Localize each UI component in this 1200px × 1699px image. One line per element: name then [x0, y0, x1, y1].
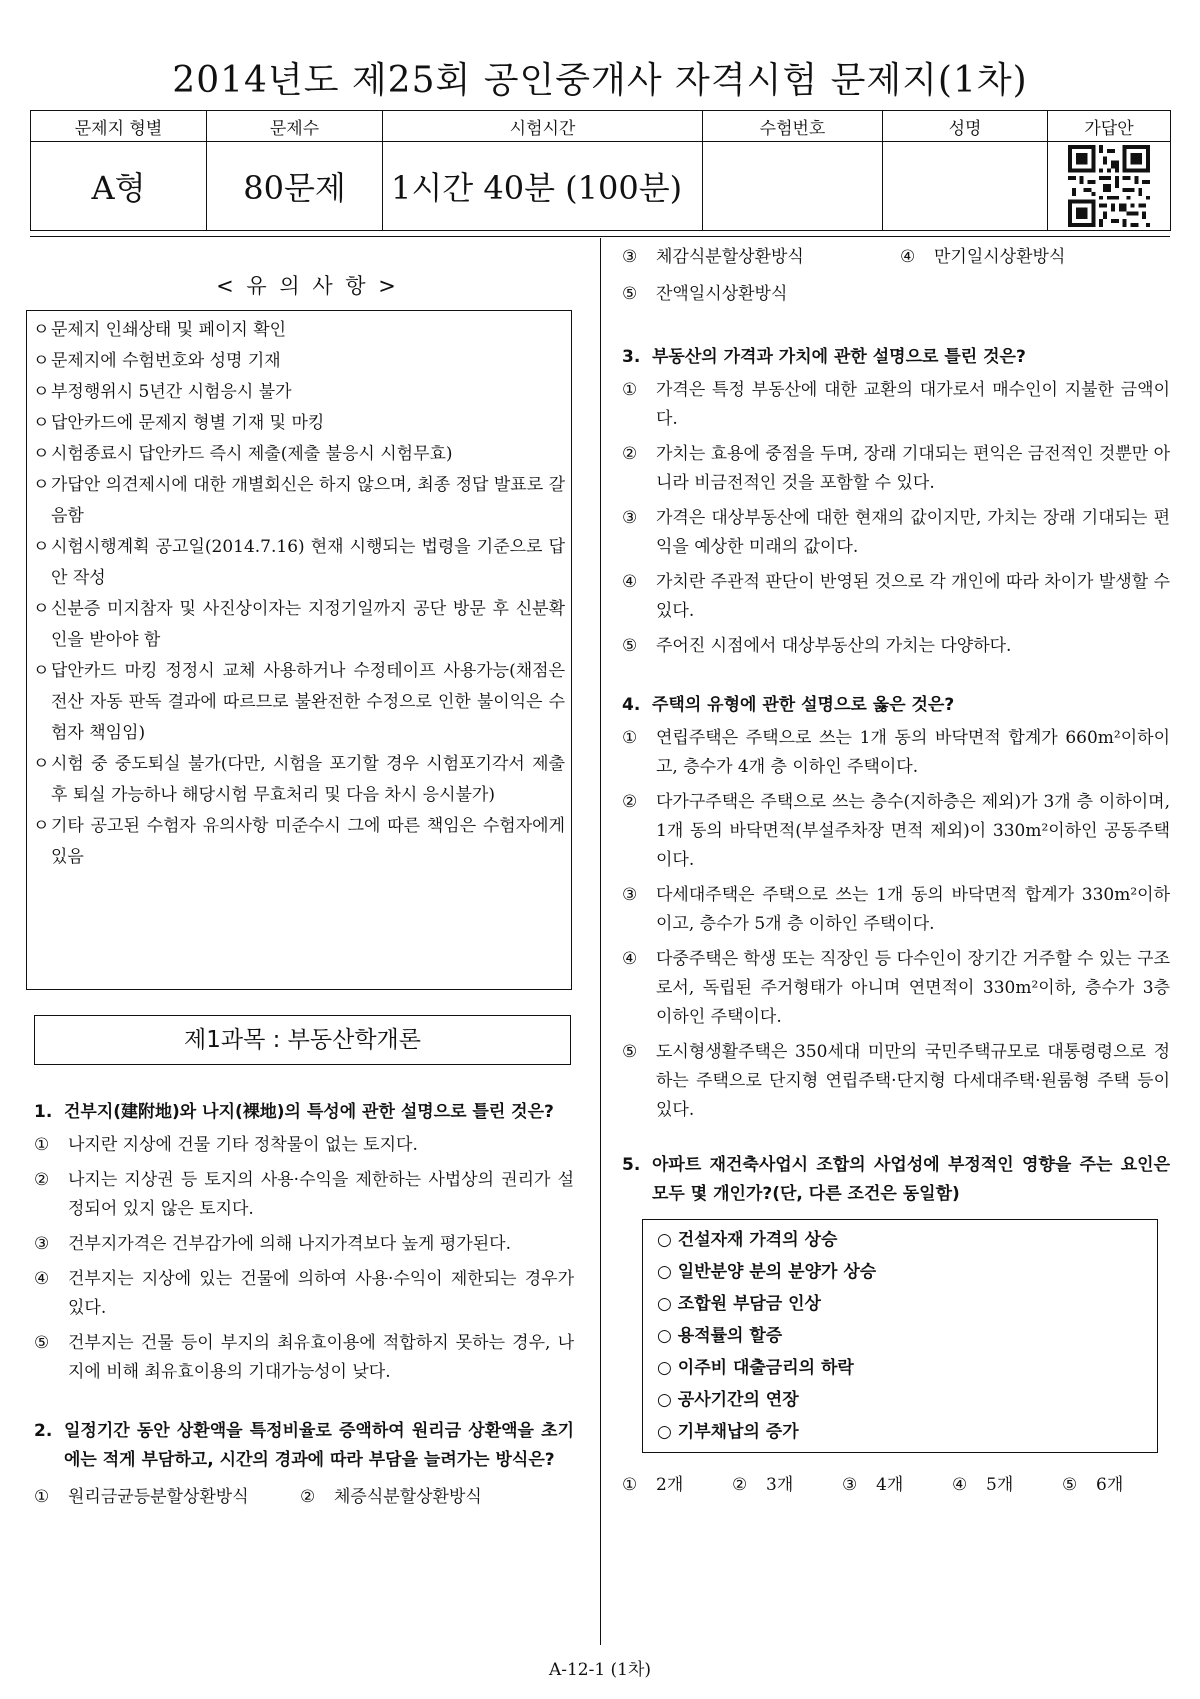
- notes-box: [26, 310, 572, 990]
- exam-info-table: [30, 110, 1171, 231]
- question-1: 1. 건부지(建附地)와 나지(裸地)의 특성에 관한 설명으로 틀린 것은?: [34, 1102, 554, 1122]
- value-exam-time: 1시간 40분 (100분): [383, 142, 703, 231]
- question-4: 4. 주택의 유형에 관한 설명으로 옳은 것은?: [622, 695, 955, 715]
- q4-option-3[interactable]: ③ 다세대주택은 주택으로 쓰는 1개 동의 바닥면적 합계가 330m²이하이고, 층수가 5개 층 이하인 주택이다.: [622, 885, 1170, 934]
- q1-option-4[interactable]: ④ 건부지는 지상에 있는 건물에 의하여 사용·수익이 제한되는 경우가 있다.: [34, 1269, 574, 1318]
- q3-option-3[interactable]: ③ 가격은 대상부동산에 대한 현재의 값이지만, 가치는 장래 기대되는 편익을 예상한 미래의 값이다.: [622, 508, 1170, 557]
- note-item: ㅇ 문제지에 수험번호와 성명 기재: [33, 351, 281, 371]
- exam-title: 2014년도 제25회 공인중개사 자격시험 문제지(1차): [172, 60, 1028, 101]
- question-3: 3. 부동산의 가격과 가치에 관한 설명으로 틀린 것은?: [622, 347, 1026, 367]
- label-exam-time: 시험시간: [383, 111, 703, 142]
- q2-option-3-num[interactable]: ③: [622, 247, 638, 267]
- q5-option-4-num[interactable]: ④: [952, 1475, 968, 1495]
- q2-option-1[interactable]: 원리금균등분할상환방식: [68, 1487, 249, 1507]
- q4-option-4[interactable]: ④ 다중주택은 학생 또는 직장인 등 다수인이 장기간 거주할 수 있는 구조로서, 독립된 주거형태가 아니며 연면적이 330m²이하, 층수가 3층 이하인 주택이다.: [622, 949, 1170, 1027]
- note-item: ㅇ 답안카드 마킹 정정시 교체 사용하거나 수정테이프 사용가능(채점은 전산 자동 판독 결과에 따르므로 불완전한 수정으로 인한 불이익은 수험자 책임임): [33, 661, 565, 743]
- q5-factor-box: [642, 1219, 1158, 1453]
- q4-option-1[interactable]: ① 연립주택은 주택으로 쓰는 1개 동의 바닥면적 합계가 660m²이하이고, 층수가 4개 층 이하인 주택이다.: [622, 728, 1170, 777]
- note-item: ㅇ 문제지 인쇄상태 및 페이지 확인: [33, 320, 287, 340]
- notes-title: < 유 의 사 항 >: [216, 274, 399, 298]
- q5-factor: ○ 기부채납의 증가: [657, 1422, 799, 1442]
- label-form-type: 문제지 형별: [31, 111, 207, 142]
- left-questions: [34, 1098, 574, 1512]
- q5-factor: ○ 일반분양 분의 분양가 상승: [657, 1262, 877, 1282]
- q5-factor: ○ 건설자재 가격의 상승: [657, 1230, 838, 1250]
- q2-option-3[interactable]: 체감식분할상환방식: [656, 247, 804, 267]
- value-form-type: A형: [31, 142, 207, 231]
- q2-option-1-num[interactable]: ①: [34, 1487, 50, 1507]
- q5-option-5-num[interactable]: ⑤: [1062, 1475, 1078, 1495]
- label-name: 성명: [883, 111, 1048, 142]
- q4-option-5[interactable]: ⑤ 도시형생활주택은 350세대 미만의 국민주택규모로 대통령령으로 정하는 주택으로 단지형 연립주택·단지형 다세대주택·원룸형 주택 등이 있다.: [622, 1042, 1170, 1120]
- label-question-count: 문제수: [207, 111, 383, 142]
- q2-options-row-1: [34, 1483, 574, 1512]
- q3-option-2[interactable]: ② 가치는 효용에 중점을 두며, 장래 기대되는 편익은 금전적인 것뿐만 아니라 비금전적인 것을 포함할 수 있다.: [622, 444, 1170, 493]
- q5-option-3[interactable]: 4개: [876, 1475, 904, 1495]
- q1-option-3[interactable]: ③ 건부지가격은 건부감가에 의해 나지가격보다 높게 평가된다.: [34, 1234, 511, 1254]
- question-2: 2. 일정기간 동안 상환액을 특정비율로 증액하여 원리금 상환액을 초기에는 적게 부담하고, 시간의 경과에 따라 부담을 늘려가는 방식은?: [34, 1421, 574, 1470]
- note-item: ㅇ 가답안 의견제시에 대한 개별회신은 하지 않으며, 최종 정답 발표로 갈음함: [33, 475, 565, 526]
- qr-cell: [1048, 142, 1171, 231]
- note-item: ㅇ 시험시행계획 공고일(2014.7.16) 현재 시행되는 법령을 기준으로 답안 작성: [33, 537, 565, 588]
- q2-option-2[interactable]: 체증식분할상환방식: [334, 1487, 482, 1507]
- q5-factor: ○ 조합원 부담금 인상: [657, 1294, 821, 1314]
- value-question-count: 80문제: [207, 142, 383, 231]
- note-item: ㅇ 시험종료시 답안카드 즉시 제출(제출 불응시 시험무효): [33, 444, 453, 464]
- q5-option-2[interactable]: 3개: [766, 1475, 794, 1495]
- q3-option-1[interactable]: ① 가격은 특정 부동산에 대한 교환의 대가로서 매수인이 지불한 금액이다.: [622, 380, 1170, 429]
- q5-options: [622, 1471, 1170, 1500]
- q2-option-4-num[interactable]: ④: [900, 247, 916, 267]
- q5-factor: ○ 이주비 대출금리의 하락: [657, 1358, 854, 1378]
- value-name[interactable]: [883, 142, 1048, 231]
- note-item: ㅇ 시험 중 중도퇴실 불가(다만, 시험을 포기할 경우 시험포기각서 제출 후 퇴실 가능하나 해당시험 무효처리 및 다음 차시 응시불가): [33, 754, 565, 805]
- note-item: ㅇ 신분증 미지참자 및 사진상이자는 지정기일까지 공단 방문 후 신분확인을 받아야 함: [33, 599, 565, 650]
- question-5: 5. 아파트 재건축사업시 조합의 사업성에 부정적인 영향을 주는 요인은 모두 몇 개인가?(단, 다른 조건은 동일함): [622, 1155, 1170, 1204]
- q5-option-2-num[interactable]: ②: [732, 1475, 748, 1495]
- q1-option-1[interactable]: ① 나지란 지상에 건물 기타 정착물이 없는 토지다.: [34, 1135, 418, 1155]
- q5-option-3-num[interactable]: ③: [842, 1475, 858, 1495]
- label-exam-number: 수험번호: [703, 111, 883, 142]
- qr-code-icon: [1068, 145, 1150, 227]
- note-item: ㅇ 기타 공고된 수험자 유의사항 미준수시 그에 따른 책임은 수험자에게 있음: [33, 816, 565, 867]
- note-item: ㅇ 답안카드에 문제지 형별 기재 및 마킹: [33, 413, 325, 433]
- q3-option-5[interactable]: ⑤ 주어진 시점에서 대상부동산의 가치는 다양하다.: [622, 636, 1012, 656]
- q2-option-5[interactable]: ⑤ 잔액일시상환방식: [622, 284, 788, 304]
- q5-factor: ○ 공사기간의 연장: [657, 1390, 799, 1410]
- page-footer: A-12-1 (1차): [548, 1660, 652, 1680]
- q1-option-2[interactable]: ② 나지는 지상권 등 토지의 사용·수익을 제한하는 사법상의 권리가 설정되어 있지 않은 토지다.: [34, 1170, 574, 1219]
- q2-option-2-num[interactable]: ②: [300, 1487, 316, 1507]
- subject-title: 제1과목 : 부동산학개론: [34, 1015, 571, 1065]
- column-divider: [600, 238, 601, 1645]
- q4-option-2[interactable]: ② 다가구주택은 주택으로 쓰는 층수(지하층은 제외)가 3개 층 이하이며, 1개 동의 바닥면적(부설주차장 면적 제외)이 330m²이하인 공동주택이다.: [622, 792, 1170, 870]
- right-questions: [622, 243, 1170, 1500]
- note-item: ㅇ 부정행위시 5년간 시험응시 불가: [33, 382, 292, 402]
- q2-options-row-2: [622, 243, 1170, 272]
- q5-option-4[interactable]: 5개: [986, 1475, 1014, 1495]
- q5-option-5[interactable]: 6개: [1096, 1475, 1124, 1495]
- value-exam-number[interactable]: [703, 142, 883, 231]
- q2-option-4[interactable]: 만기일시상환방식: [934, 247, 1066, 267]
- q1-option-5[interactable]: ⑤ 건부지는 건물 등이 부지의 최유효이용에 적합하지 못하는 경우, 나지에 비해 최유효이용의 기대가능성이 낮다.: [34, 1333, 574, 1382]
- header-divider: [30, 236, 1170, 237]
- q5-option-1[interactable]: 2개: [656, 1475, 684, 1495]
- q3-option-4[interactable]: ④ 가치란 주관적 판단이 반영된 것으로 각 개인에 따라 차이가 발생할 수 있다.: [622, 572, 1170, 621]
- q5-factor: ○ 용적률의 할증: [657, 1326, 783, 1346]
- q5-option-1-num[interactable]: ①: [622, 1475, 638, 1495]
- label-provisional-answer: 가답안: [1048, 111, 1171, 142]
